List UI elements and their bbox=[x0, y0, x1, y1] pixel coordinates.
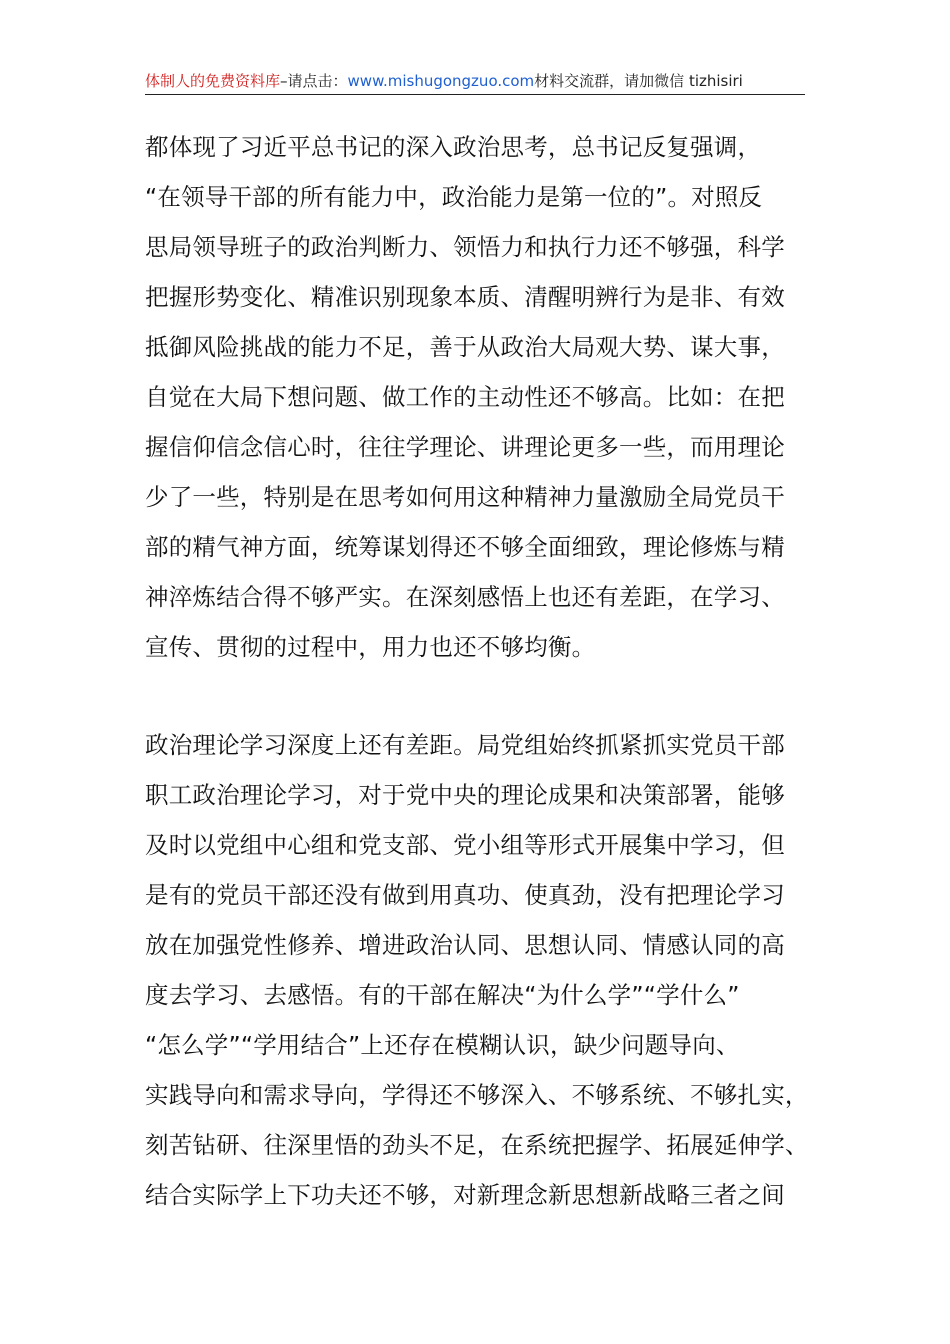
text-line: 握信仰信念信心时，往往学理论、讲理论更多一些，而用理论 bbox=[145, 433, 785, 461]
header-website-link[interactable]: www.mishugongzuo.com bbox=[347, 72, 535, 90]
text-line: 部的精气神方面，统筹谋划得还不够全面细致，理论修炼与精 bbox=[145, 533, 785, 561]
header-brand: 体制人的免费资料库 bbox=[145, 72, 281, 90]
text-line: 及时以党组中心组和党支部、党小组等形式开展集中学习，但 bbox=[145, 831, 785, 859]
paragraph-2 bbox=[145, 720, 825, 1220]
text-line: 宣传、贯彻的过程中，用力也还不够均衡。 bbox=[145, 633, 596, 661]
text-line: 思局领导班子的政治判断力、领悟力和执行力还不够强，科学 bbox=[145, 233, 785, 261]
text-line: 刻苦钻研、往深里悟的劲头不足，在系统把握学、拓展延伸学、 bbox=[145, 1131, 809, 1159]
header-click-prompt: –请点击： bbox=[280, 72, 348, 90]
text-line: 是有的党员干部还没有做到用真功、使真劲，没有把理论学习 bbox=[145, 881, 785, 909]
text-line: “在领导干部的所有能力中，政治能力是第一位的”。对照反 bbox=[145, 183, 763, 211]
text-line: 少了一些，特别是在思考如何用这种精神力量激励全局党员干 bbox=[145, 483, 785, 511]
text-line: 结合实际学上下功夫还不够，对新理念新思想新战略三者之间 bbox=[145, 1181, 785, 1209]
text-line: 神淬炼结合得不够严实。在深刻感悟上也还有差距，在学习、 bbox=[145, 583, 785, 611]
text-line: 政治理论学习深度上还有差距。局党组始终抓紧抓实党员干部 bbox=[145, 731, 785, 759]
text-line: 实践导向和需求导向，学得还不够深入、不够系统、不够扎实， bbox=[145, 1081, 809, 1109]
text-line: 放在加强党性修养、增进政治认同、思想认同、情感认同的高 bbox=[145, 931, 785, 959]
header-group-info: 材料交流群，请加微信 tizhisiri bbox=[534, 72, 743, 90]
paragraph-1 bbox=[145, 122, 825, 672]
text-line: 把握形势变化、精准识别现象本质、清醒明辨行为是非、有效 bbox=[145, 283, 785, 311]
text-line: “怎么学”“学用结合”上还存在模糊认识，缺少问题导向、 bbox=[145, 1031, 740, 1059]
page-header bbox=[145, 68, 805, 95]
text-line: 自觉在大局下想问题、做工作的主动性还不够高。比如：在把 bbox=[145, 383, 785, 411]
text-line: 职工政治理论学习，对于党中央的理论成果和决策部署，能够 bbox=[145, 781, 785, 809]
text-line: 都体现了习近平总书记的深入政治思考，总书记反复强调， bbox=[145, 133, 762, 161]
text-line: 度去学习、去感悟。有的干部在解决“为什么学”“学什么” bbox=[145, 981, 740, 1009]
text-line: 抵御风险挑战的能力不足，善于从政治大局观大势、谋大事， bbox=[145, 333, 785, 361]
